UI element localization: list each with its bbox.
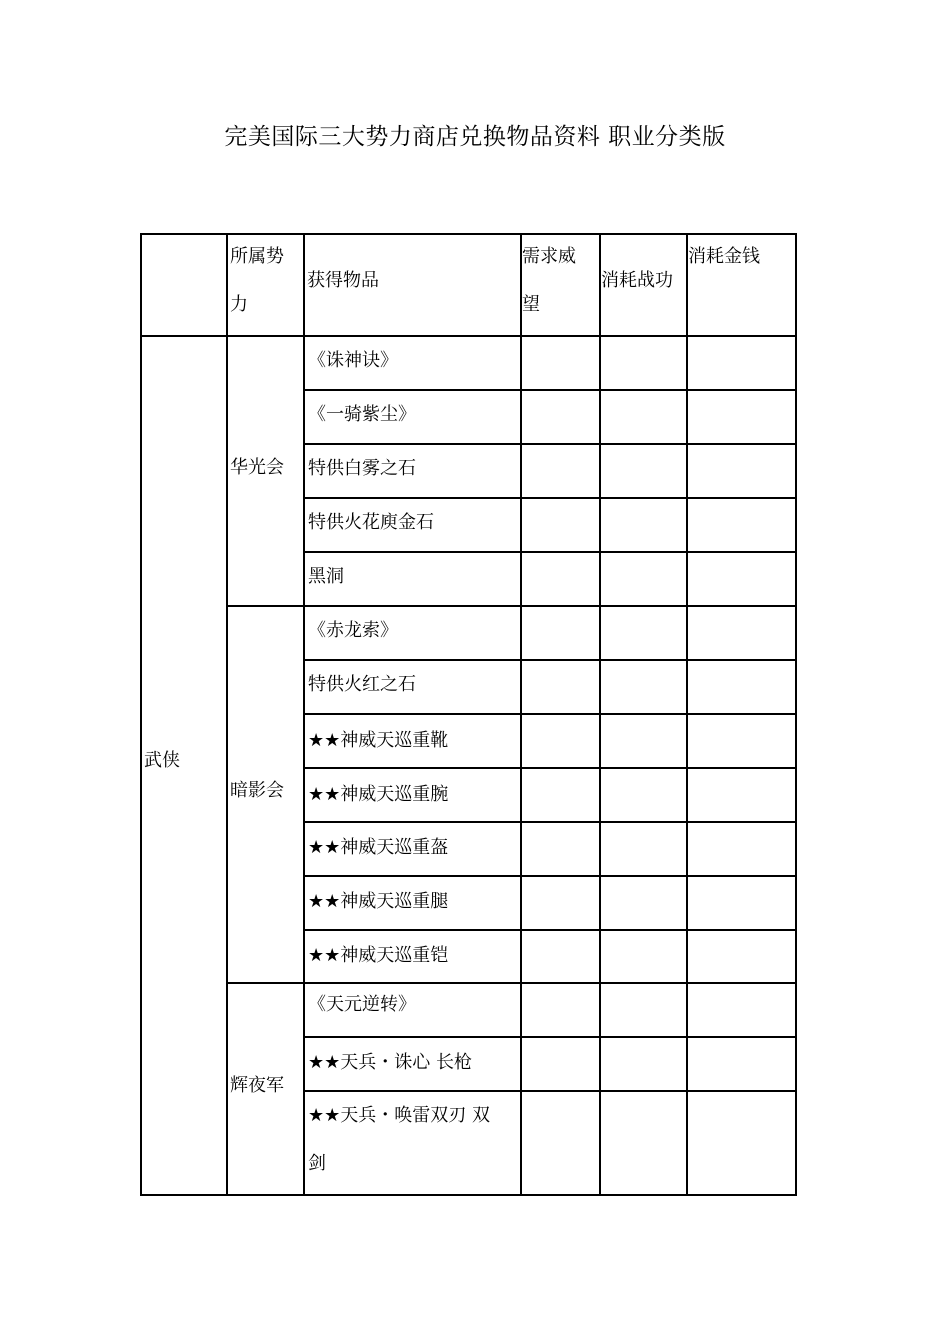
- header-item: 获得物品: [307, 270, 379, 291]
- item-name: 特供火红之石: [308, 674, 416, 695]
- row-divider: [303, 875, 797, 877]
- header-reputation-line1: 需求威: [522, 246, 576, 267]
- page-title: 完美国际三大势力商店兑换物品资料 职业分类版: [224, 124, 726, 150]
- row-divider: [303, 929, 797, 931]
- item-name: 特供白雾之石: [308, 458, 416, 479]
- faction-name: 华光会: [230, 457, 284, 478]
- item-name: ★★天兵・诛心 长枪: [308, 1052, 472, 1073]
- row-divider: [303, 821, 797, 823]
- item-name: 《诛神诀》: [308, 350, 398, 371]
- header-money: 消耗金钱: [688, 246, 760, 267]
- item-name: [308, 1092, 518, 1188]
- row-divider: [303, 767, 797, 769]
- item-name: ★★神威天巡重铠: [308, 945, 449, 966]
- header-merit: 消耗战功: [601, 270, 673, 291]
- column-divider: [226, 233, 228, 1196]
- item-name: 《天元逆转》: [308, 994, 416, 1015]
- item-name: 《一骑紫尘》: [308, 404, 416, 425]
- item-name: 黑洞: [308, 566, 344, 587]
- item-name: 《赤龙索》: [308, 620, 398, 641]
- item-name-line2: 剑: [308, 1153, 326, 1174]
- item-name: ★★神威天巡重腕: [308, 784, 449, 805]
- row-divider: [303, 713, 797, 715]
- header-reputation: [522, 233, 576, 329]
- item-name-line1: ★★天兵・唤雷双刃 双: [308, 1105, 490, 1126]
- table-border-left: [140, 233, 142, 1196]
- item-name: ★★神威天巡重盔: [308, 837, 449, 858]
- item-name: ★★神威天巡重靴: [308, 730, 449, 751]
- row-divider: [303, 1036, 797, 1038]
- header-faction-line2: 力: [230, 294, 248, 315]
- class-name: 武侠: [144, 750, 180, 771]
- faction-name: 辉夜军: [230, 1075, 284, 1096]
- header-faction: [230, 233, 284, 329]
- table-border-bottom: [140, 1194, 797, 1196]
- header-faction-line1: 所属势: [230, 246, 284, 267]
- item-name: 特供火花庾金石: [308, 512, 434, 533]
- exchange-table: [140, 233, 797, 1196]
- header-reputation-line2: 望: [522, 294, 540, 315]
- faction-name: 暗影会: [230, 780, 284, 801]
- item-name: ★★神威天巡重腿: [308, 891, 449, 912]
